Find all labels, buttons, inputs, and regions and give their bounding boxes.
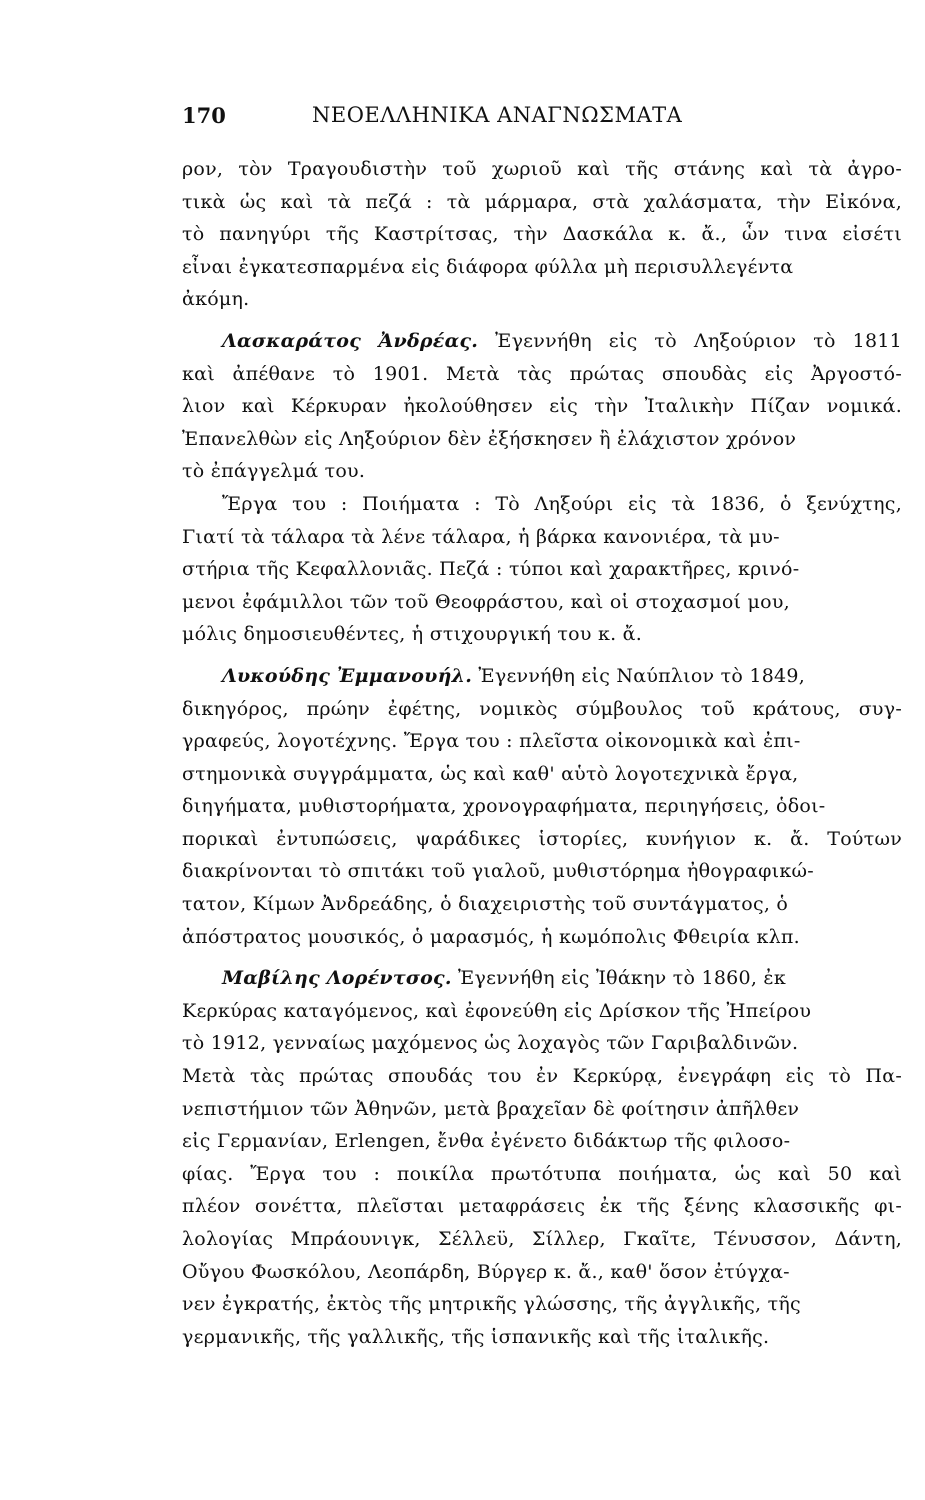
- text-line: [182, 962, 902, 995]
- entry-laskaratos: [182, 325, 902, 488]
- text-line: Κερκύρας καταγόμενος, καὶ ἐφονεύθη εἰς Δρίσκον τῆς Ἠπείρου: [182, 999, 812, 1022]
- paragraph-continuation: [182, 153, 902, 316]
- text-line: Ἐπανελθὼν εἰς Ληξούριον δὲν ἐξήσκησεν ἢ ἐλάχιστον χρόνον: [182, 427, 797, 450]
- text-line: εἰς Γερμανίαν, Erlengen, ἔνθα ἐγένετο διδάκτωρ τῆς φιλοσο-: [182, 1130, 791, 1153]
- text-line: φίας. Ἔργα του : ποικίλα πρωτότυπα ποιήματα, ὡς καὶ 50 καὶ: [182, 1162, 902, 1185]
- text-line: ρον, τὸν Τραγουδιστὴν τοῦ χωριοῦ καὶ τῆς στάνης καὶ τὰ ἀγρο-: [182, 158, 902, 180]
- entry-name: Λασκαράτος Ἀνδρέας.: [222, 329, 479, 352]
- text-line: [182, 660, 902, 693]
- text-line: Μετὰ τὰς πρώτας σπουδάς του ἐν Κερκύρᾳ, ἐνεγράφη εἰς τὸ Πα-: [182, 1065, 902, 1088]
- text-line: ἀπόστρατος μουσικός, ὁ μαρασμός, ἡ κωμόπολις Φθειρία κλπ.: [182, 925, 800, 948]
- text-line: νεν ἐγκρατής, ἐκτὸς τῆς μητρικῆς γλώσσης, τῆς ἀγγλικῆς, τῆς: [182, 1293, 801, 1316]
- text-line: διηγήματα, μυθιστορήματα, χρονογραφήματα, περιηγήσεις, ὁδοι-: [182, 795, 826, 818]
- entry-name: Μαβίλης Λορέντσος.: [222, 967, 452, 990]
- text-line: Οὔγου Φωσκόλου, Λεοπάρδη, Βύργερ κ. ἄ., καθ' ὅσον ἐτύγχα-: [182, 1260, 790, 1283]
- text-line: τικὰ ὡς καὶ τὰ πεζά : τὰ μάρμαρα, στὰ χαλάσματα, τὴν Εἰκόνα,: [182, 190, 902, 213]
- text-line: δικηγόρος, πρώην ἐφέτης, νομικὸς σύμβουλος τοῦ κράτους, συγ-: [182, 697, 902, 720]
- paragraph-gap: [182, 651, 902, 660]
- text-line: στήρια τῆς Κεφαλλονιᾶς. Πεζά : τύποι καὶ χαρακτῆρες, κρινό-: [182, 558, 800, 581]
- text-line: γερμανικῆς, τῆς γαλλικῆς, τῆς ἱσπανικῆς καὶ τῆς ἰταλικῆς.: [182, 1325, 770, 1348]
- text-line: στημονικὰ συγγράμματα, ὡς καὶ καθ' αὑτὸ λογοτεχνικὰ ἔργα,: [182, 762, 799, 785]
- paragraph-works: [182, 488, 902, 651]
- entry-name: Λυκούδης Ἐμμανουήλ.: [222, 664, 473, 687]
- entry-first-line: Ἐγεννήθη εἰς Ναύπλιον τὸ 1849,: [472, 664, 806, 687]
- text-line: μενοι ἐφάμιλλοι τῶν τοῦ Θεοφράστου, καὶ οἱ στοχασμοί μου,: [182, 590, 790, 613]
- text-line: τὸ πανηγύρι τῆς Καστρίτσας, τὴν Δασκάλα κ. ἄ., ὧν τινα εἰσέτι: [182, 223, 902, 246]
- paragraph-gap: [182, 316, 902, 325]
- text-line: νεπιστήμιον τῶν Ἀθηνῶν, μετὰ βραχεῖαν δὲ φοίτησιν ἀπῆλθεν: [182, 1097, 800, 1120]
- text-line: εἶναι ἐγκατεσπαρμένα εἰς διάφορα φύλλα μὴ περισυλλεγέντα: [182, 255, 794, 278]
- entry-lykoudis: [182, 660, 902, 953]
- text-line: Γιατί τὰ τάλαρα τὰ λένε τάλαρα, ἡ βάρκα κανονιέρα, τὰ μυ-: [182, 525, 780, 548]
- text-line: πορικαὶ ἐντυπώσεις, ψαράδικες ἱστορίες, κυνήγιον κ. ἄ. Τούτων: [182, 827, 902, 850]
- running-header: [182, 103, 892, 133]
- page-number: 170: [182, 103, 226, 128]
- text-line: καὶ ἀπέθανε τὸ 1901. Μετὰ τὰς πρώτας σπουδὰς εἰς Ἀργοστό-: [182, 362, 902, 385]
- paragraph-gap: [182, 953, 902, 962]
- body-text: [182, 153, 902, 1353]
- running-title: ΝΕΟΕΛΛΗΝΙΚΑ ΑΝΑΓΝΩΣΜΑΤΑ: [312, 103, 683, 127]
- text-line: πλέον σονέττα, πλεῖσται μεταφράσεις ἐκ τῆς ξένης κλασσικῆς φι-: [182, 1195, 902, 1218]
- text-line: μόλις δημοσιευθέντες, ἡ στιχουργική του κ. ἄ.: [182, 623, 643, 646]
- text-line: τατον, Κίμων Ἀνδρεάδης, ὁ διαχειριστὴς τοῦ συντάγματος, ὁ: [182, 893, 789, 916]
- entry-first-line: Ἐγεννήθη εἰς τὸ Ληξούριον τὸ 1811: [478, 329, 902, 352]
- text-line: τὸ ἐπάγγελμά του.: [182, 460, 366, 483]
- text-line: γραφεύς, λογοτέχνης. Ἔργα του : πλεῖστα οἰκονομικὰ καὶ ἐπι-: [182, 730, 801, 753]
- text-line: [182, 325, 902, 358]
- entry-mavilis: [182, 962, 902, 1353]
- text-line: λολογίας Μπράουνιγκ, Σέλλεϋ, Σίλλερ, Γκαῖτε, Τένυσσον, Δάντη,: [182, 1228, 902, 1250]
- text-line: τὸ 1912, γενναίως μαχόμενος ὡς λοχαγὸς τῶν Γαριβαλδινῶν.: [182, 1032, 799, 1055]
- text-line: διακρίνονται τὸ σπιτάκι τοῦ γιαλοῦ, μυθιστόρημα ἠθογραφικώ-: [182, 860, 814, 883]
- entry-first-line: Ἐγεννήθη εἰς Ἰθάκην τὸ 1860, ἐκ: [451, 967, 786, 990]
- text-line: Ἔργα του : Ποιήματα : Τὸ Ληξούρι εἰς τὰ 1836, ὁ ξενύχτης,: [222, 492, 902, 515]
- text-line: λιον καὶ Κέρκυραν ἠκολούθησεν εἰς τὴν Ἰταλικὴν Πίζαν νομικά.: [182, 395, 902, 418]
- text-line: ἀκόμη.: [182, 288, 250, 311]
